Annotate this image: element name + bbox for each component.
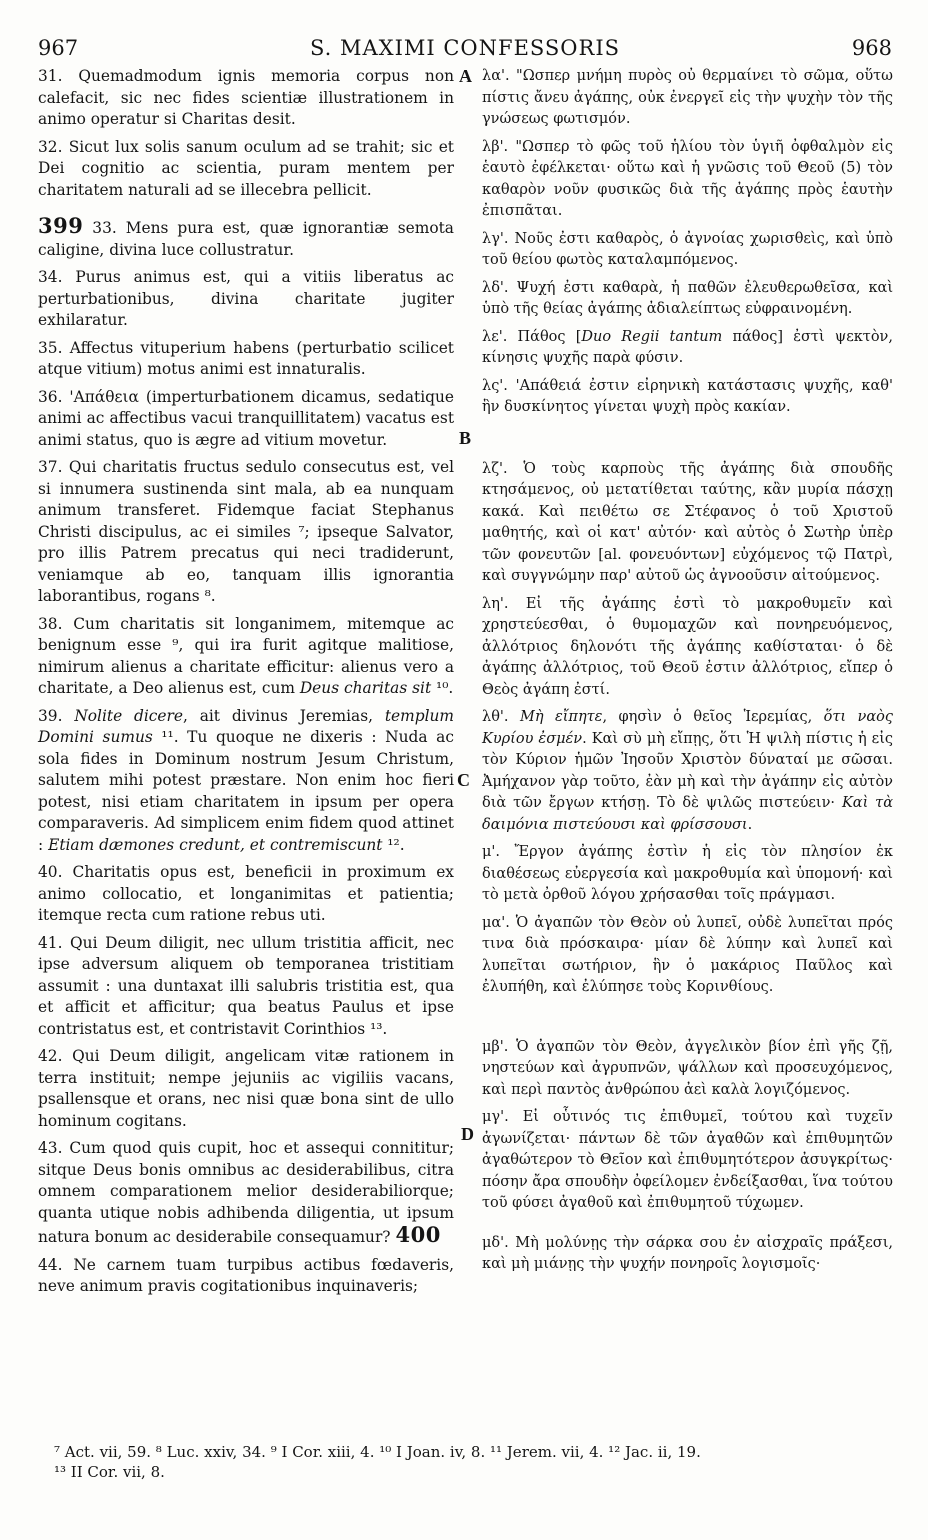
greek-p35-part-a: λε'. Πάθος [ <box>482 328 582 345</box>
latin-p39-italic-3: Etiam dæmones credunt, et contremiscunt <box>48 835 383 854</box>
latin-paragraph-41: 41. Qui Deum diligit, nec ullum tristitia afficit, nec ipse adversum aliquem ob temporanea tristitiam assumit : una duntaxat illi salubris tristitia est, qua et afficit et afficitur; qua beatus Paulus et ipse contristatus est, et contristavit Corinthios ¹³. <box>38 933 454 1038</box>
latin-paragraph-38-quote: Deus charitas sit <box>299 679 432 697</box>
page-number-right: 968 <box>851 36 892 60</box>
greek-p39-italic-1: Μὴ εἴπητε <box>519 709 603 725</box>
latin-paragraph-38-text: 38. Cum charitatis sit longanimem, mitemque ac benignum esse ⁹, qui ira furit agitque malitiose, nimirum alienus a charitate efficitur: alienus vero a charitate, a Deo alienus est, cum <box>38 614 454 697</box>
greek-p35-part-b: πάθος] ἐστὶ ψεκτὸν, κίνησις ψυχῆς παρὰ φύσιν. <box>482 328 893 366</box>
greek-paragraph-37: λζ'. Ὁ τοὺς καρποὺς τῆς ἀγάπης διὰ σπουδῆς κτησάμενος, οὐ μετατίθεται ταύτης, κἂν μυρία πάσχῃ κακά. Καὶ πειθέτω σε Στέφανος ὁ τοῦ Χριστοῦ μαθητής, καὶ οἱ κατ' αὐτόν· καὶ αὐτὸς ὁ Σωτὴρ ὑπὲρ τῶν φονευτῶν [al. φονευόντων] εὐχόμενος τῷ Πατρὶ, καὶ συγγνώμην παρ' αὐτοῦ ὡς ἀγνοοῦσιν αἰτούμενος. <box>482 460 893 584</box>
latin-paragraph-37: 37. Qui charitatis fructus sedulo consecutus est, vel si innumera sustinenda sint mala, ab ea nunquam animum transferet. Fidemque faciat Stephanus Christi discipulus, ac ei similes ⁷; ipseque Salvator, pro illis Patrem precatus qui neci tradiderunt, veniamque ab eo, tanquam illis ignorantia laborantibus, rogans ⁸. <box>38 458 454 605</box>
greek-paragraph-40: μ'. Ἔργον ἀγάπης ἐστὶν ἡ εἰς τὸν πλησίον ἐκ διαθέσεως εὐεργεσία καὶ μακροθυμία καὶ ὑπομονή· καὶ τὸ μετὰ ὀρθοῦ λόγου χρήσασθαι τοῖς πράγμασι. <box>482 844 893 903</box>
page-number-left: 967 <box>38 36 79 60</box>
latin-p39-part-b: , ait divinus Jeremias, <box>182 706 385 725</box>
margin-letter-c: C <box>457 770 470 790</box>
latin-paragraph-35: 35. Affectus vituperium habens (perturbatio scilicet atque vitium) motus animi est innaturalis. <box>38 338 454 378</box>
latin-paragraph-40: 40. Charitatis opus est, beneficii in proximum ex animo collocatio, et longanimitas et patientia; itemque recta cum ratione rebus uti. <box>38 863 454 924</box>
latin-paragraph-42: 42. Qui Deum diligit, angelicam vitæ rationem in terra instituit; nempe jejuniis ac vigiliis vacans, psallensque et orans, nec nisi quæ bona sint de ullo hominum cogitans. <box>38 1047 454 1130</box>
greek-p35-italic: Duo Regii tantum <box>581 328 723 345</box>
latin-paragraph-43-wrap <box>38 1138 454 1249</box>
footnotes <box>54 1442 894 1482</box>
latin-p39-italic-2: templum Domini sumus <box>38 706 454 746</box>
latin-paragraph-33: 33. Mens pura est, quæ ignorantiæ semota caligine, divina luce collustratur. <box>38 219 454 259</box>
greek-p39-part-d: . <box>747 816 753 833</box>
latin-paragraph-32: 32. Sicut lux solis sanum oculum ad se trahit; sic et Dei cognitio ac scientia, puram mentem per charitatem naturali ad se illecebra pellicit. <box>38 137 454 199</box>
footnote-line-2: ¹³ II Cor. vii, 8. <box>54 1463 165 1481</box>
margin-letter-d: D <box>461 1124 474 1144</box>
greek-paragraph-36: λς'. 'Απάθειά ἐστιν εἰρηνικὴ κατάστασις ψυχῆς, καθ' ἣν δυσκίνητος γίνεται ψυχὴ πρὸς κακίαν. <box>482 377 893 415</box>
footnote-line-1: ⁷ Act. vii, 59. ⁸ Luc. xxiv, 34. ⁹ I Cor. xiii, 4. ¹⁰ I Joan. iv, 8. ¹¹ Jerem. vii, 4. ¹² Jac. ii, 19. <box>54 1443 701 1461</box>
greek-p39-italic-3: Καὶ τὰ δαιμόνια πιστεύουσι καὶ φρίσσουσι <box>482 795 893 833</box>
greek-p39-part-c: . Καὶ σὺ μὴ εἴπῃς, ὅτι Ἡ ψιλὴ πίστις ἡ εἰς τὸν Κύριον ἡμῶν Ἰησοῦν Χριστὸν δύναταί με σῶσαι. Ἀμήχανον γὰρ τοῦτο, ἐὰν μὴ καὶ τὴν ἀγάπην εἰς αὐτὸν διὰ τῶν ἔργων κτήσῃ. Τὸ δὲ ψιλῶς πιστεύειν· <box>482 730 893 811</box>
greek-paragraph-42: μβ'. Ὁ ἀγαπῶν τὸν Θεὸν, ἀγγελικὸν βίον ἐπὶ γῆς ζῇ, νηστεύων καὶ ἀγρυπνῶν, ψάλλων καὶ προσευχόμενος, καὶ περὶ παντὸς ἀνθρώπου ἀεὶ καλὰ λογιζόμενος. <box>482 1038 893 1098</box>
latin-p39-italic-1: Nolite dicere <box>74 706 183 725</box>
running-title: S. MAXIMI CONFESSORIS <box>309 36 621 60</box>
greek-column <box>482 66 893 1282</box>
latin-paragraph-38 <box>38 614 454 700</box>
latin-column <box>38 66 454 1304</box>
greek-p39-part-a: λθ'. <box>482 709 520 725</box>
greek-paragraph-38: λη'. Εἰ τῆς ἀγάπης ἐστὶ τὸ μακροθυμεῖν καὶ χρηστεύεσθαι, ὁ θυμομαχῶν καὶ πονηρευόμενος, ἀλλότριος δηλονότι τῆς ἀγάπης καθίσταται· ὁ δὲ ἀγάπης ἀλλότριος, τοῦ Θεοῦ ἐστιν ἀλλότριος, εἴπερ ὁ Θεὸς ἀγάπη ἐστί. <box>482 595 893 698</box>
greek-paragraph-35 <box>482 327 893 370</box>
greek-paragraph-33: λγ'. Νοῦς ἐστι καθαρὸς, ὁ ἀγνοίας χωρισθεὶς, καὶ ὑπὸ τοῦ θείου φωτὸς καταλαμπόμενος. <box>482 230 893 268</box>
marginal-number-400: 400 <box>395 1222 441 1247</box>
greek-paragraph-32: λβ'. "Ωσπερ τὸ φῶς τοῦ ἡλίου τὸν ὑγιῆ ὀφθαλμὸν εἰς ἑαυτὸ ἐφέλκεται· οὕτω καὶ ἡ γνῶσις τοῦ Θεοῦ (5) τὸν καθαρὸν νοῦν φυσικῶς διὰ τῆς ἀγάπης πρὸς ἑαυτὴν ἐπισπᾶται. <box>482 138 893 219</box>
greek-paragraph-34: λδ'. Ψυχή ἐστι καθαρὰ, ἡ παθῶν ἐλευθερωθεῖσα, καὶ ὑπὸ τῆς θείας ἀγάπης ἀδιαλείπτως εὐφραινομένη. <box>482 279 893 317</box>
running-header <box>38 36 892 62</box>
greek-paragraph-43: μγ'. Εἰ οὗτινός τις ἐπιθυμεῖ, τούτου καὶ τυχεῖν ἀγωνίζεται· πάντων δὲ τῶν ἀγαθῶν καὶ ἐπιθυμητῶν ἀγαθώτερον τὸ Θεῖον καὶ ἐπιθυμητότερον ἀσυγκρίτως· πόσην ἄρα σπουδὴν ὀφείλομεν ἐνδείξασθαι, ἵνα τούτου τοῦ φύσει ἀγαθοῦ καὶ ἐπιθυμητοῦ τύχωμεν. <box>482 1109 893 1211</box>
latin-paragraph-43: 43. Cum quod quis cupit, hoc et assequi connititur; sitque Deus bonis omnibus ac desiderabilibus, citra omnem comparationem melior desiderabiliorque; quanta utique nobis adhibenda diligentia, ut ipsum natura bonum ac desiderabile consequamur? <box>38 1139 454 1246</box>
latin-paragraph-33-wrap <box>38 215 454 261</box>
latin-paragraph-36: 36. 'Απάθεια (imperturbationem dicamus, sedatique animi ac affectibus vacui tranquillitatem) vacatus est animi status, quo is ægre ad vitium movetur. <box>38 387 454 449</box>
latin-paragraph-34: 34. Purus animus est, qui a vitiis liberatus ac perturbationibus, divina charitate jugiter exhilaratur. <box>38 268 454 329</box>
latin-p39-part-d: ¹². <box>382 835 405 854</box>
latin-p39-part-a: 39. <box>38 706 75 725</box>
greek-p39-italic-2: ὅτι ναὸς Κυρίου ἐσμέν <box>482 709 893 747</box>
greek-p39-part-b: , φησὶν ὁ θεῖος Ἱερεμίας, <box>602 709 824 725</box>
marginal-number-399: 399 <box>38 213 84 238</box>
greek-paragraph-41: μα'. Ὁ ἀγαπῶν τὸν Θεὸν οὐ λυπεῖ, οὐδὲ λυπεῖται πρός τινα διὰ πρόσκαιρα· μίαν δὲ λύπην καὶ λυπεῖ καὶ λυπεῖται σωτήριον, ἣν ὁ μακάριος Παῦλος καὶ ἐλυπήθη, καὶ ἐλύπησε τοὺς Κορινθίους. <box>482 914 893 995</box>
latin-paragraph-38-end: ¹⁰. <box>431 679 454 697</box>
latin-p39-part-c: ¹¹. Tu quoque ne dixeris : Nuda ac sola fides in Dominum nostrum Jesum Christum, salutem mihi potest præstare. Non enim hoc fieri potest, nisi etiam charitatem in ipsum per opera comparaveris. Ad simplicem enim fidem quod attinet : <box>38 728 454 854</box>
margin-letter-a: A <box>459 66 472 86</box>
greek-paragraph-31: λα'. "Ωσπερ μνήμη πυρὸς οὐ θερμαίνει τὸ σῶμα, οὕτω πίστις ἄνευ ἀγάπης, οὐκ ἐνεργεῖ εἰς τὴν ψυχὴν τὸν τῆς γνώσεως φωτισμόν. <box>482 68 893 127</box>
latin-paragraph-39 <box>38 706 454 857</box>
greek-paragraph-39 <box>482 707 893 836</box>
margin-letter-b: B <box>459 428 472 448</box>
latin-paragraph-31: 31. Quemadmodum ignis memoria corpus non calefacit, sic nec fides scientiæ illustrationem in animo operatur si Charitas desit. <box>38 67 454 128</box>
greek-paragraph-44: μδ'. Μὴ μολύνῃς τὴν σάρκα σου ἐν αἰσχραῖς πράξεσι, καὶ μὴ μιάνῃς τὴν ψυχήν πονηροῖς λογισμοῖς· <box>482 1234 893 1272</box>
latin-paragraph-44: 44. Ne carnem tuam turpibus actibus fœdaveris, neve animum pravis cogitationibus inquinaveris; <box>38 1255 454 1295</box>
